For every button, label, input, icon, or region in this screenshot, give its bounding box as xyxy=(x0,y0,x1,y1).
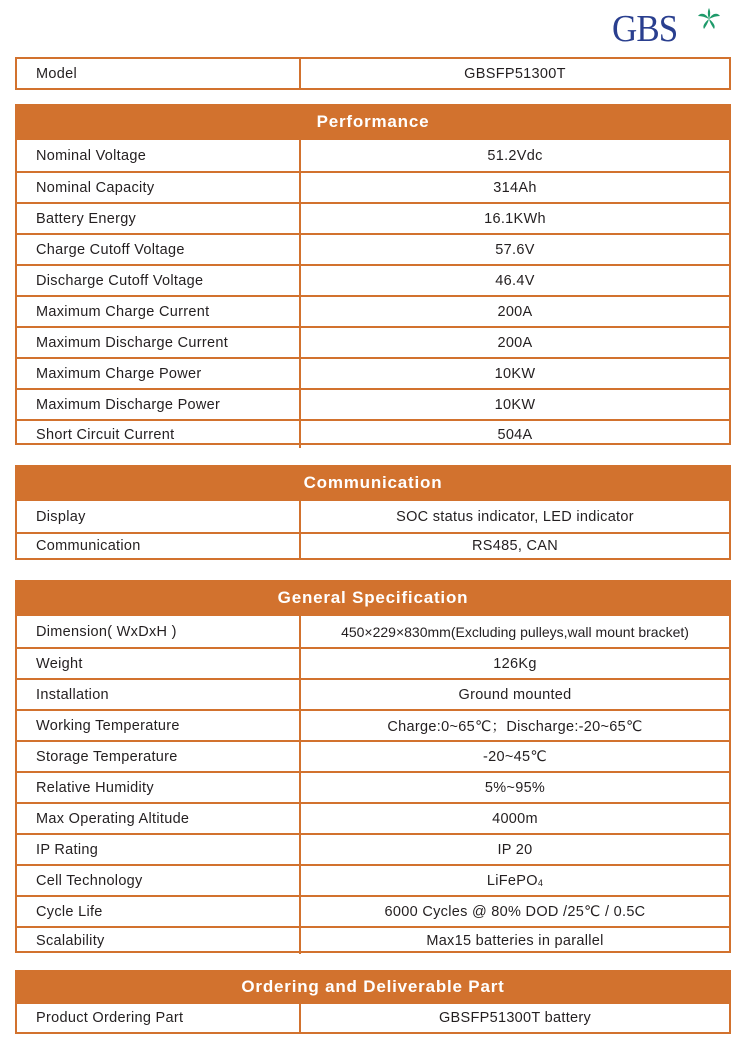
row-value: GBSFP51300T battery xyxy=(438,1010,592,1026)
row-label: Cycle Life xyxy=(17,897,301,926)
row-value: Ground mounted xyxy=(458,686,572,703)
row-value: 126Kg xyxy=(493,655,537,672)
table-row xyxy=(17,833,729,864)
row-value: 6000 Cycles @ 80% DOD /25℃ / 0.5C xyxy=(384,903,646,920)
table-row xyxy=(17,532,729,558)
table-row xyxy=(17,171,729,202)
row-label: Relative Humidity xyxy=(17,773,301,802)
row-value: -20~45℃ xyxy=(483,748,547,765)
table-row xyxy=(17,140,729,171)
table-row xyxy=(17,388,729,419)
row-label: Nominal Capacity xyxy=(17,173,301,202)
row-label: Storage Temperature xyxy=(17,742,301,771)
row-value: 450×229×830mm(Excluding pulleys,wall mount bracket) xyxy=(341,623,689,640)
table-row xyxy=(17,264,729,295)
section-header: General Specification xyxy=(17,582,729,616)
row-value: 5%~95% xyxy=(484,779,546,796)
subscript-four: 4 xyxy=(537,877,544,888)
table-row xyxy=(17,895,729,926)
table-row xyxy=(17,501,729,532)
table-row xyxy=(17,647,729,678)
row-value: 10KW xyxy=(494,396,536,413)
table-row xyxy=(17,1004,729,1032)
row-label: Max Operating Altitude xyxy=(17,804,301,833)
row-label: Scalability xyxy=(17,928,301,954)
model-table xyxy=(15,57,731,90)
performance-table xyxy=(15,104,731,445)
table-row xyxy=(17,616,729,647)
table-row xyxy=(17,295,729,326)
row-label: Maximum Discharge Power xyxy=(17,390,301,419)
row-value: SOC status indicator, LED indicator xyxy=(396,508,634,525)
section-header: Communication xyxy=(17,467,729,501)
section-header: Ordering and Deliverable Part xyxy=(17,972,729,1004)
row-label: Weight xyxy=(17,649,301,678)
logo-text: GBS xyxy=(612,8,678,50)
row-value: Max15 batteries in parallel xyxy=(426,933,604,949)
row-label: Short Circuit Current xyxy=(17,421,301,448)
row-label: Maximum Discharge Current xyxy=(17,328,301,357)
row-value: 504A xyxy=(497,426,533,443)
row-label: IP Rating xyxy=(17,835,301,864)
row-value: Charge:0~65℃；Discharge:-20~65℃ xyxy=(387,719,643,735)
row-label: Installation xyxy=(17,680,301,709)
table-row xyxy=(17,740,729,771)
table-row xyxy=(17,802,729,833)
row-value: 16.1KWh xyxy=(484,210,546,227)
row-label: Model xyxy=(17,59,301,88)
table-row xyxy=(17,419,729,448)
table-row xyxy=(17,864,729,895)
table-row xyxy=(17,678,729,709)
row-value: 314Ah xyxy=(493,179,537,196)
cell-technology-text: LiFePO xyxy=(486,872,538,889)
row-label: Cell Technology xyxy=(17,866,301,895)
row-label: Charge Cutoff Voltage xyxy=(17,235,301,264)
table-row xyxy=(17,59,729,88)
table-row xyxy=(17,326,729,357)
row-label: Dimension( WxDxH ) xyxy=(17,616,301,647)
row-value: GBSFP51300T xyxy=(464,65,566,82)
general-specification-table xyxy=(15,580,731,953)
row-value xyxy=(301,866,729,895)
row-value: RS485, CAN xyxy=(471,538,558,554)
row-value: 57.6V xyxy=(495,241,535,258)
row-label: Nominal Voltage xyxy=(17,140,301,171)
row-value: IP 20 xyxy=(497,841,533,858)
row-value: 51.2Vdc xyxy=(487,147,543,164)
ordering-table xyxy=(15,970,731,1034)
row-value: 46.4V xyxy=(495,272,535,289)
table-row xyxy=(17,771,729,802)
table-row xyxy=(17,202,729,233)
table-row xyxy=(17,709,729,740)
table-row xyxy=(17,926,729,954)
row-value: 4000m xyxy=(492,810,538,827)
table-row xyxy=(17,233,729,264)
communication-table xyxy=(15,465,731,560)
leaf-cross-icon xyxy=(696,8,722,30)
row-label: Display xyxy=(17,501,301,532)
row-label: Battery Energy xyxy=(17,204,301,233)
table-row xyxy=(17,357,729,388)
row-label: Working Temperature xyxy=(17,711,301,740)
row-label: Maximum Charge Power xyxy=(17,359,301,388)
row-value: 10KW xyxy=(494,365,536,382)
row-value: 200A xyxy=(497,334,533,351)
row-label: Maximum Charge Current xyxy=(17,297,301,326)
section-header: Performance xyxy=(17,106,729,140)
gbs-logo xyxy=(612,4,722,50)
row-value: 200A xyxy=(497,303,533,320)
row-label: Discharge Cutoff Voltage xyxy=(17,266,301,295)
row-label: Product Ordering Part xyxy=(17,1004,301,1032)
row-label: Communication xyxy=(17,534,301,558)
